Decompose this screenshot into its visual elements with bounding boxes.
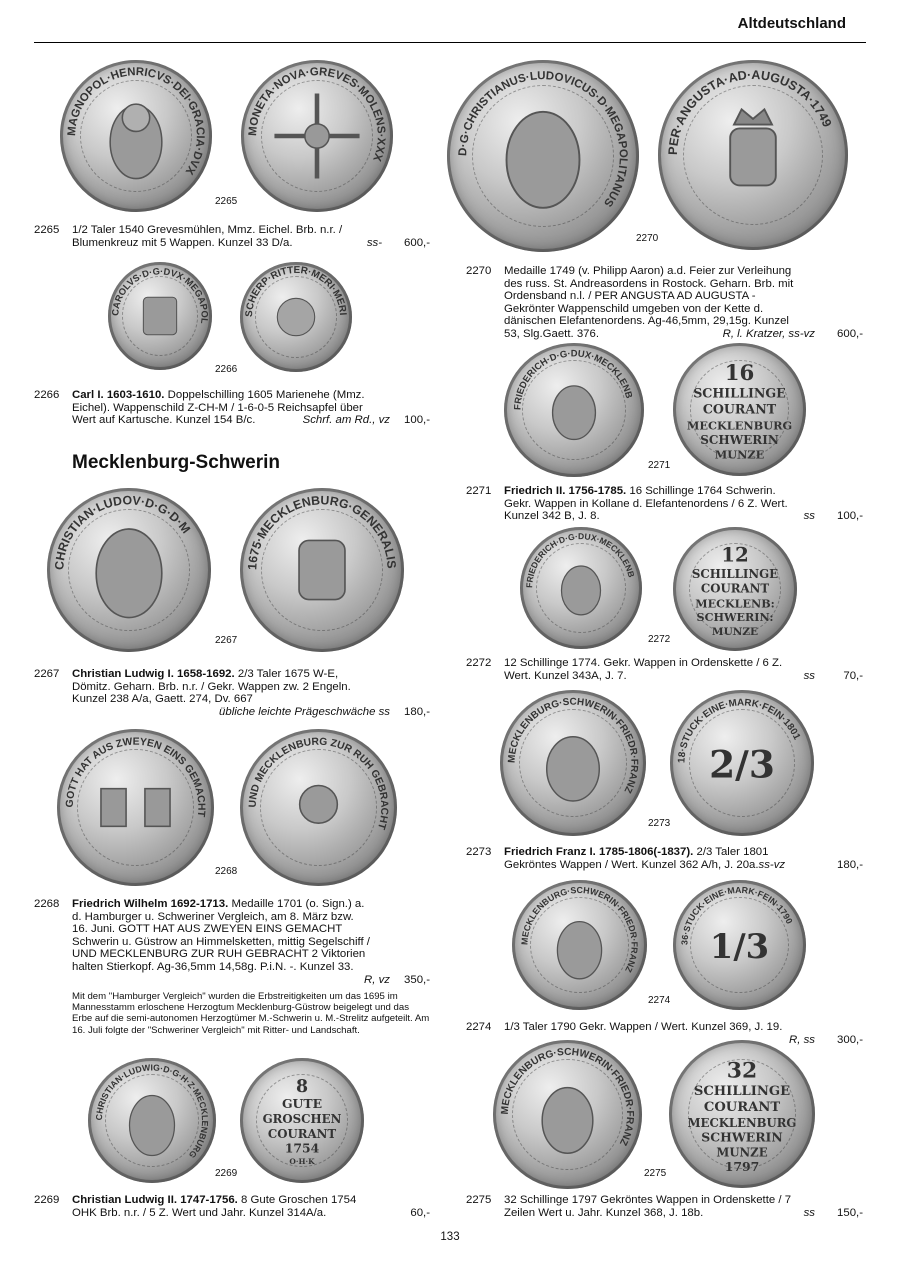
svg-text:SCHILLINGE: SCHILLINGE [693,1084,791,1100]
svg-text:MONETA·NOVA·GREVES·MOLENS·XXX: MONETA·NOVA·GREVES·MOLENS·XXX [247,66,387,163]
photo-label-2275: 2275 [644,1168,667,1179]
photo-label-2268: 2268 [215,866,238,877]
svg-text:SCHERP·RITTER·MERI·MERI: SCHERP·RITTER·MERI·MERI [243,264,348,318]
lot-grade: ss [803,669,815,682]
coin-image-2270-obverse [447,60,639,252]
lot-desc-line: Dömitz. Geharn. Brb. n.r. / Gekr. Wappen zw. 2 Engeln. [72,680,351,693]
svg-text:SCHWERIN: SCHWERIN [701,1129,783,1145]
svg-text:GUTE: GUTE [281,1096,323,1112]
lot-desc-line: Zeilen Wert u. Jahr. Kunzel 368, J. 18b. [504,1206,704,1219]
svg-text:8: 8 [295,1076,309,1097]
lot-entry-2273 [466,846,863,872]
svg-text:COURANT: COURANT [267,1126,337,1141]
lot-grade: R, l. Kratzer, ss-vz [722,327,815,340]
lot-desc-line: Eichel). Wappenschild Z-CH-M / 1-6-0-5 Reichsapfel über [72,401,363,414]
svg-text:CHRISTIAN·LUDWIG·D·G·H·Z·MECKL: CHRISTIAN·LUDWIG·D·G·H·Z·MECKLENBURG [93,1062,211,1161]
lot-price: 150,- [837,1206,863,1219]
header-rule [34,42,866,43]
svg-text:SCHWERIN: SCHWERIN [700,433,779,448]
lot-desc-line: Kunzel 342 B, J. 8. [504,510,600,523]
svg-text:1/3: 1/3 [709,926,770,966]
svg-text:D·G·CHRISTIANUS·LUDOVICUS·D·ME: D·G·CHRISTIANUS·LUDOVICUS·D·MEGAPOLITANUS [457,70,629,209]
svg-text:MECKLENBURG·SCHWERIN·FRIEDR·FR: MECKLENBURG·SCHWERIN·FRIEDR·FRANZ [519,884,640,975]
svg-text:1675·MECKLENBURG·GENERALIS: 1675·MECKLENBURG·GENERALIS [245,493,399,571]
lot-grade: R, ss [789,1033,815,1046]
coin-image-2269-reverse [240,1058,364,1183]
svg-text:SCHILLINGE: SCHILLINGE [691,566,779,581]
lot-number: 2267 [34,668,60,680]
lot-number: 2275 [466,1194,492,1206]
coin-image-2269-obverse [88,1058,216,1183]
coin-image-2266-reverse [240,262,352,372]
svg-text:1754: 1754 [284,1140,320,1156]
lot-desc-line: Wert. Kunzel 343A, J. 7. [504,669,627,682]
lot-desc-line: d. Hamburger u. Schweriner Vergleich, am 8. März bzw. [72,910,354,923]
lot-desc-line: 2/3 Taler 1675 W-E, [237,668,339,680]
photo-label-2265: 2265 [215,196,238,207]
svg-text:FRIEDERICH·D·G·DUX·MECKLENB: FRIEDERICH·D·G·DUX·MECKLENB [524,531,637,589]
lot-grade: ss- [366,236,382,249]
lot-grade: ss [803,510,815,523]
photo-label-2266: 2266 [215,364,238,375]
lot-price: 600,- [837,328,863,340]
svg-text:FRIEDERICH·D·G·DUX·MECKLENB: FRIEDERICH·D·G·DUX·MECKLENB [512,348,635,411]
lot-number: 2266 [34,389,60,401]
historical-note: Mit dem "Hamburger Vergleich" wurden die Erbstreitigkeiten um das 1695 im Mannesstamm erloschene Herzogtum Mecklenburg-Güstrow beigelegt und das Erbe auf die semi-autonomen Herzogtümer M.-Schwerin u. M.-Strelitz aufgeteilt. Am 16. Juli folgte der "Schweriner Vergleich" mit Ritter- und Landschaft. [72,991,430,1036]
svg-text:MUNZE: MUNZE [711,625,759,638]
svg-text:2/3: 2/3 [709,742,775,787]
svg-text:32: 32 [726,1057,758,1084]
photo-label-2269: 2269 [215,1168,238,1179]
lot-price: 70,- [843,669,863,682]
photo-label-2274: 2274 [648,995,671,1006]
svg-text:COURANT: COURANT [703,1100,781,1116]
svg-text:MECKLENBURG·SCHWERIN·FRIEDR·FR: MECKLENBURG·SCHWERIN·FRIEDR·FRANZ [499,1046,636,1148]
lot-price: 60,- [410,1206,430,1219]
photo-label-2267: 2267 [215,635,238,646]
coin-image-2267-obverse [47,488,211,652]
svg-text:GROSCHEN: GROSCHEN [262,1111,342,1126]
lot-number: 2265 [34,224,60,236]
svg-text:SCHILLINGE: SCHILLINGE [693,385,786,401]
coin-image-2267-reverse [240,488,404,652]
svg-text:MECKLENBURG: MECKLENBURG [686,418,793,433]
svg-text:MAGNOPOL·HENRICVS·DEI·GRACIA·D: MAGNOPOL·HENRICVS·DEI·GRACIA·DVX [66,66,206,177]
lot-desc-line: Gekröntes Wappen / Wert. Kunzel 362 A/h, J. 20a. [504,858,759,871]
coin-image-2271-obverse [504,343,644,477]
lot-desc-line: 16. Juni. GOTT HAT AUS ZWEYEN EINS GEMACHT [72,923,343,936]
svg-text:CAROLVS·D·G·DVX·MEGAPOL: CAROLVS·D·G·DVX·MEGAPOL [110,266,210,325]
ruler-heading: Christian Ludwig I. 1658-1692. [72,668,235,680]
page-number: 133 [440,1231,460,1243]
svg-text:MECKLENBURG·SCHWERIN·FRIEDR·FR: MECKLENBURG·SCHWERIN·FRIEDR·FRANZ [506,696,640,795]
ruler-heading: Friedrich Wilhelm 1692-1713. [72,898,229,910]
lot-price: 600,- [404,236,430,249]
coin-image-2275-obverse [493,1040,642,1189]
lot-desc-line: Gekrönter Wappenschild umgeben von der Kette d. [504,302,764,315]
lot-desc-line: 53, Slg.Gaett. 376. [504,327,599,340]
svg-text:18·STUCK·EINE·MARK·FEIN·1801: 18·STUCK·EINE·MARK·FEIN·1801 [676,697,803,764]
coin-image-2273-reverse [670,690,814,836]
lot-entry-2269 [34,1194,430,1220]
coin-image-2266-obverse [108,262,212,370]
lot-desc-line: Medaille 1749 (v. Philipp Aaron) a.d. Feier zur Verleihung [504,265,792,277]
coin-image-2274-reverse [673,880,806,1010]
lot-price: 300,- [837,1033,863,1046]
coin-image-2272-reverse [673,527,797,651]
lot-desc-line: Gekr. Wappen in Kollane d. Elefantenordens / 6 Z. Wert. [504,497,788,510]
coin-image-2275-reverse [669,1040,815,1188]
ruler-heading: Friedrich II. 1756-1785. [504,485,627,497]
lot-desc-line: 1/3 Taler 1790 Gekr. Wappen / Wert. Kunzel 369, J. 19. [504,1021,783,1033]
lot-number: 2274 [466,1021,492,1033]
svg-text:UND MECKLENBURG ZUR RUH GEBRAC: UND MECKLENBURG ZUR RUH GEBRACHT [247,736,390,831]
lot-desc-line: dänischen Elefantenordens. Ag-46,5mm, 29,15g. Kunzel [504,315,789,328]
svg-text:CHRISTIAN·LUDOV·D·G·D·M: CHRISTIAN·LUDOV·D·G·D·M [52,493,194,571]
lot-desc-line: des russ. St. Andreasordens in Rostock. Geharn. Brb. mit [504,277,794,290]
lot-desc-line: 32 Schillinge 1797 Gekröntes Wappen in Ordenskette / 7 [504,1194,792,1206]
lot-entry-2266 [34,389,430,429]
ruler-heading: Carl I. 1603-1610. [72,389,165,401]
coin-image-2274-obverse [512,880,647,1010]
coin-image-2273-obverse [500,690,646,836]
lot-desc-line: 2/3 Taler 1801 [696,846,769,858]
svg-text:COURANT: COURANT [700,581,770,596]
photo-label-2271: 2271 [648,460,671,471]
lot-number: 2270 [466,265,492,277]
svg-text:MUNZE: MUNZE [714,447,765,462]
lot-desc-line: Blumenkreuz mit 5 Wappen. Kunzel 33 D/a. [72,236,293,249]
lot-price: 100,- [404,414,430,427]
coin-image-2265-obverse [60,60,212,212]
svg-text:MECKLENB:: MECKLENB: [695,597,775,611]
svg-text:SCHWERIN:: SCHWERIN: [696,611,774,625]
coin-image-2272-obverse [520,527,642,649]
lot-desc-line: Ordensband n.l. / PER ANGUSTA AD AUGUSTA - [504,290,756,303]
lot-entry-2275 [466,1194,863,1220]
lot-number: 2269 [34,1194,60,1206]
svg-text:36·STUCK·EINE·MARK·FEIN·1790: 36·STUCK·EINE·MARK·FEIN·1790 [679,884,795,946]
svg-text:12: 12 [721,542,749,567]
svg-text:16: 16 [724,361,755,387]
svg-text:1797: 1797 [724,1158,760,1174]
lot-desc-line: OHK Brb. n.r. / 5 Z. Wert und Jahr. Kunzel 314A/a. [72,1206,327,1219]
lot-number: 2268 [34,898,60,910]
lot-price: 180,- [837,858,863,871]
lot-grade: Schrf. am Rd., vz [302,414,390,427]
lot-desc-line: 16 Schillinge 1764 Schwerin. [629,485,776,497]
coin-image-2268-obverse [57,729,214,886]
lot-price: 180,- [404,705,430,718]
lot-desc-line: UND MECKLENBURG ZUR RUH GEBRACHT 2 Viktorien [72,948,366,961]
lot-grade: übliche leichte Prägeschwäche ss [219,705,390,718]
svg-text:GOTT HAT AUS ZWEYEN EINS GEMAC: GOTT HAT AUS ZWEYEN EINS GEMACHT [64,736,207,818]
coin-image-2271-reverse [673,343,806,476]
lot-entry-2271 [466,485,863,525]
lot-price: 350,- [404,973,430,986]
lot-price: 100,- [837,510,863,523]
lot-desc-line: 8 Gute Groschen 1754 [241,1194,357,1206]
lot-desc-line: Wert auf Kartusche. Kunzel 154 B/c. [72,414,256,427]
svg-text:COURANT: COURANT [702,401,777,417]
svg-text:PER·ANGUSTA·AD·AUGUSTA·1749: PER·ANGUSTA·AD·AUGUSTA·1749 [665,67,835,156]
lot-desc-line: 12 Schillinge 1774. Gekr. Wappen in Ordenskette / 6 Z. [504,657,783,669]
lot-grade: ss [803,1206,815,1219]
lot-entry-2267 [34,668,430,720]
lot-number: 2272 [466,657,492,669]
photo-label-2273: 2273 [648,818,671,829]
lot-grade: ss-vz [758,858,786,871]
lot-entry-2268 [34,898,430,988]
lot-desc-line: Schwerin u. Güstrow an Himmelsketten, mittig Segelschiff / [72,935,370,948]
section-title: Mecklenburg-Schwerin [72,452,280,473]
lot-entry-2265 [34,224,430,250]
ruler-heading: Friedrich Franz I. 1785-1806(-1837). [504,846,694,858]
lot-grade: R, vz [364,973,390,986]
lot-entry-2272 [466,657,863,683]
lot-desc-line: Doppelschilling 1605 Marienehe (Mmz. [167,389,365,401]
lot-desc-line: halten Stierkopf. Ag-36,5mm 14,58g. P.i.N. -. Kunzel 33. [72,960,354,973]
lot-number: 2271 [466,485,492,497]
coin-image-2268-reverse [240,729,397,886]
svg-text:MUNZE: MUNZE [716,1145,768,1160]
lot-number: 2273 [466,846,492,858]
lot-desc-line: Kunzel 238 A/a, Gaett. 274, Dv. 667 [72,693,253,706]
photo-label-2270: 2270 [636,233,659,244]
photo-label-2272: 2272 [648,634,671,645]
svg-text:O·H·K: O·H·K [289,1156,315,1166]
lot-entry-2270 [466,265,863,343]
svg-text:MECKLENBURG: MECKLENBURG [687,1116,797,1131]
coin-image-2265-reverse [241,60,393,212]
lot-desc-line: 1/2 Taler 1540 Grevesmühlen, Mmz. Eichel. Brb. n.r. / [72,224,343,236]
coin-image-2270-reverse [658,60,848,250]
page-header-title: Altdeutschland [737,15,846,32]
ruler-heading: Christian Ludwig II. 1747-1756. [72,1194,238,1206]
lot-desc-line: Medaille 1701 (o. Sign.) a. [231,898,365,910]
